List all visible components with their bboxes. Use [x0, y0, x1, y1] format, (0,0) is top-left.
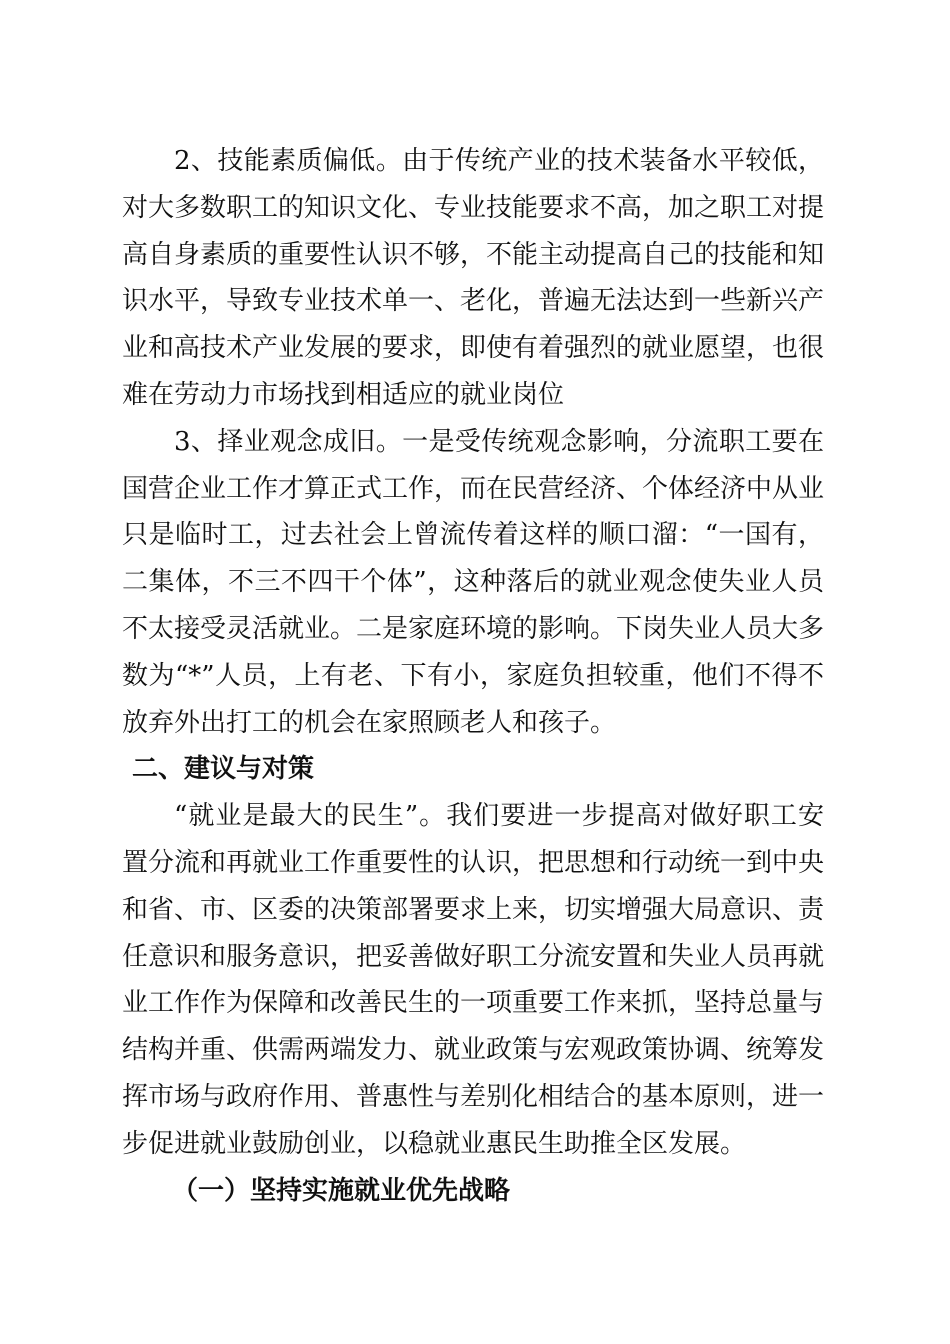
document-body	[122, 138, 824, 1214]
paragraph-suggestions: “就业是最大的民生”。我们要进一步提高对做好职工安置分流和再就业工作重要性的认识，把思想和行动统一到中央和省、市、区委的决策部署要求上来，切实增强大局意识、责任意识和服务意识，把妥善做好职工分流安置和失业人员再就业工作作为保障和改善民生的一项重要工作来抓，坚持总量与结构并重、供需两端发力、就业政策与宏观政策协调、统筹发挥市场与政府作用、普惠性与差别化相结合的基本原则，进一步促进就业鼓励创业，以稳就业惠民生助推全区发展。	[122, 801, 825, 1159]
paragraph-employment-concept: 3、择业观念成旧。一是受传统观念影响，分流职工要在国营企业工作才算正式工作，而在民营经济、个体经济中从业只是临时工，过去社会上曾流传着这样的顺口溜：“一国有，二集体，不三不四干个体”，这种落后的就业观念使失业人员不太接受灵活就业。二是家庭环境的影响。下岗失业人员大多数为“*”人员，上有老、下有小，家庭负担较重，他们不得不放弃外出打工的机会在家照顾老人和孩子。	[122, 426, 825, 738]
section-heading: 二、建议与对策	[132, 754, 315, 785]
subsection-heading: （一）坚持实施就业优先战略	[172, 1175, 511, 1206]
paragraph-skill-quality: 2、技能素质偏低。由于传统产业的技术装备水平较低，对大多数职工的知识文化、专业技能要求不高，加之职工对提高自身素质的重要性认识不够，不能主动提高自己的技能和知识水平，导致专业技术单一、老化，普遍无法达到一些新兴产业和高技术产业发展的要求，即使有着强烈的就业愿望，也很难在劳动力市场找到相适应的就业岗位	[122, 146, 825, 410]
